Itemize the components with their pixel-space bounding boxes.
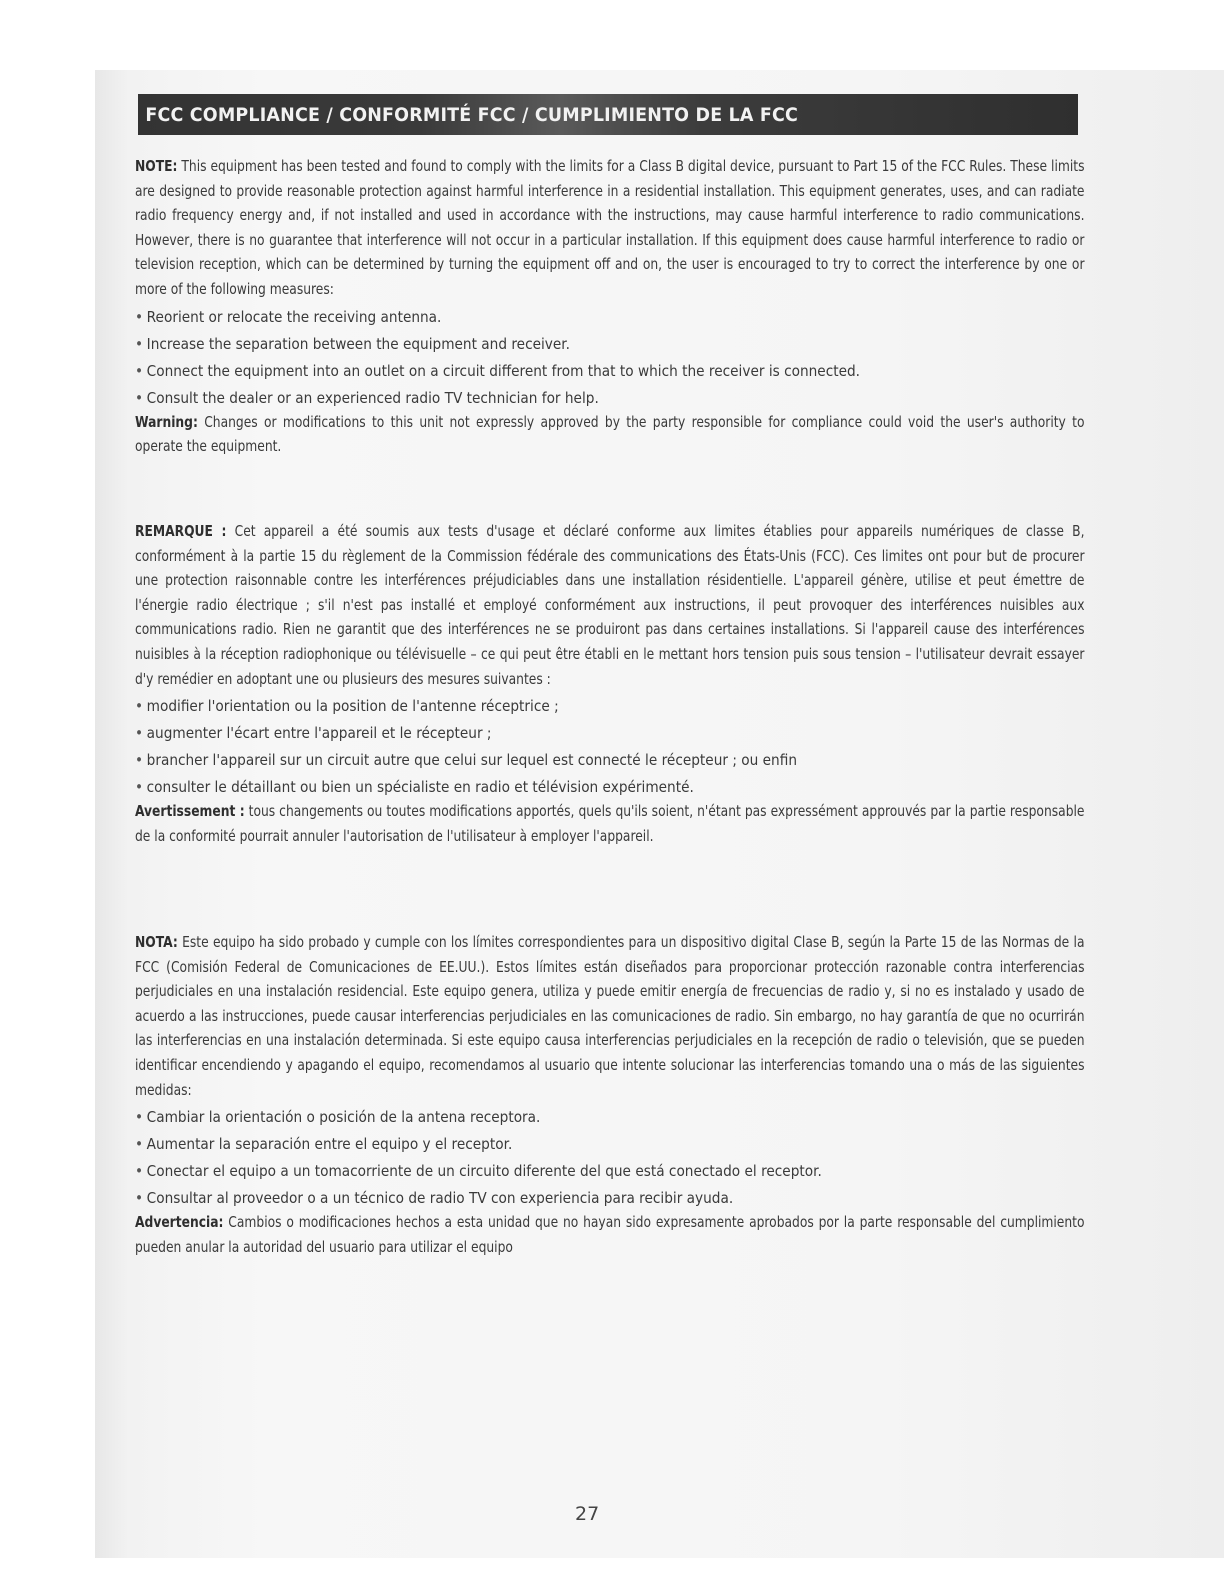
bullet-icon: • (135, 361, 144, 380)
spanish-note-label: NOTA: (135, 933, 178, 951)
page-title: FCC COMPLIANCE / CONFORMITÉ FCC / CUMPLIMIENTO DE LA FCC (145, 103, 799, 126)
bullet-icon: • (135, 1162, 144, 1181)
list-item: • Connect the equipment into an outlet on a circuit different from that to which the receiver is connected. (135, 361, 861, 380)
list-item: • brancher l'appareil sur un circuit autre que celui sur lequel est connecté le récepteur ; ou enfin (135, 751, 797, 770)
french-note (135, 519, 1085, 691)
list-item: • Consultar al proveedor o a un técnico de radio TV con experiencia para recibir ayuda. (135, 1189, 734, 1208)
list-item: • Cambiar la orientación o posición de la antena receptora. (135, 1108, 541, 1127)
manual-page (95, 70, 1224, 1558)
english-warning (135, 410, 1085, 459)
list-item: • augmenter l'écart entre l'appareil et le récepteur ; (135, 724, 492, 743)
bullet-icon: • (135, 1189, 144, 1208)
spanish-warning-label: Advertencia: (135, 1213, 224, 1232)
list-item: • Consult the dealer or an experienced radio TV technician for help. (135, 388, 599, 407)
english-note-text: This equipment has been tested and found to comply with the limits for a Class B digital device, pursuant to Part 15 of the FCC Rules. These limits are designed to provide reasonable protection against harmful interference in a residential installation. This equipment generates, uses, and can radiate radio frequency energy and, if not installed and used in accordance with the instructions, may cause harmful interference to radio communications. However, there is no guarantee that interference will not occur in a particular installation. If this equipment does cause harmful interference to radio or television reception, which can be determined by turning the equipment off and on, the user is encouraged to try to correct the interference by one or more of the following measures: (135, 157, 1085, 298)
french-note-text: Cet appareil a été soumis aux tests d'usage et déclaré conforme aux limites établies pour appareils numériques de classe B, conformément à la partie 15 du règlement de la Commission fédérale des communications des États-Unis (FCC). Ces limites ont pour but de procurer une protection raisonnable contre les interférences préjudiciables dans une installation résidentielle. L'appareil génère, utilise et peut émettre de l'énergie radio électrique ; s'il n'est pas installé et employé conformément aux instructions, il peut provoquer des interférences nuisibles aux communications radio. Rien ne garantit que des interférences ne se produiront pas dans certaines installations. Si l'appareil cause des interférences nuisibles à la réception radiophonique ou télévisuelle – ce qui peut être établi en le mettant hors tension puis sous tension – l'utilisateur devrait essayer d'y remédier en adoptant une ou plusieurs des mesures suivantes : (135, 522, 1085, 688)
list-item: • Conectar el equipo a un tomacorriente de un circuito diferente del que está conectado el receptor. (135, 1162, 822, 1181)
list-item: • Increase the separation between the equipment and receiver. (135, 334, 571, 353)
english-note-label: NOTE: (135, 157, 178, 175)
bullet-icon: • (135, 334, 144, 353)
bullet-icon: • (135, 388, 144, 407)
spanish-warning (135, 1210, 1085, 1259)
bullet-icon: • (135, 1135, 144, 1154)
page-number: 27 (575, 1503, 600, 1525)
english-warning-label: Warning: (135, 412, 198, 431)
french-warning-label: Avertissement : (135, 802, 245, 821)
english-note (135, 154, 1085, 302)
french-warning (135, 799, 1085, 848)
bullet-icon: • (135, 307, 144, 326)
spanish-note-text: Este equipo ha sido probado y cumple con los límites correspondientes para un dispositivo digital Clase B, según la Parte 15 de las Normas de la FCC (Comisión Federal de Comunicaciones de EE.UU.). Estos límites están diseñados para proporcionar protección razonable contra interferencias perjudiciales en una instalación residencial. Este equipo genera, utiliza y puede emitir energía de frecuencias de radio y, si no es instalado y usado de acuerdo a las instrucciones, puede causar interferencias perjudiciales en las comunicaciones de radio. Sin embargo, no hay garantía de que no ocurrirán las interferencias en una instalación determinada. Si este equipo causa interferencias perjudiciales en la recepción de radio o televisión, que se pueden identificar encendiendo y apagando el equipo, recomendamos al usuario que intente solucionar las interferencias tomando una o más de las siguientes medidas: (135, 933, 1085, 1099)
spanish-section (135, 930, 1085, 1259)
spanish-warning-text: Cambios o modificaciones hechos a esta unidad que no hayan sido expresamente aprobados por la parte responsable del cumplimiento pueden anular la autoridad del usuario para utilizar el equipo (135, 1213, 1085, 1256)
french-section (135, 519, 1085, 848)
bullet-icon: • (135, 778, 144, 797)
list-item: • modifier l'orientation ou la position de l'antenne réceptrice ; (135, 697, 559, 716)
spanish-note (135, 930, 1085, 1102)
list-item: • consulter le détaillant ou bien un spécialiste en radio et télévision expérimenté. (135, 778, 694, 797)
french-warning-text: tous changements ou toutes modifications apportés, quels qu'ils soient, n'étant pas expressément approuvés par la partie responsable de la conformité pourrait annuler l'autorisation de l'utilisateur à employer l'appareil. (135, 802, 1085, 845)
list-item: • Aumentar la separación entre el equipo y el receptor. (135, 1135, 513, 1154)
bullet-icon: • (135, 751, 144, 770)
section-header-bar (138, 94, 1078, 135)
english-section (135, 154, 1085, 459)
list-item: • Reorient or relocate the receiving antenna. (135, 307, 442, 326)
french-note-label: REMARQUE : (135, 522, 227, 540)
english-warning-text: Changes or modifications to this unit not expressly approved by the party responsible for compliance could void the user's authority to operate the equipment. (135, 412, 1085, 456)
bullet-icon: • (135, 697, 144, 716)
bullet-icon: • (135, 1108, 144, 1127)
bullet-icon: • (135, 724, 144, 743)
